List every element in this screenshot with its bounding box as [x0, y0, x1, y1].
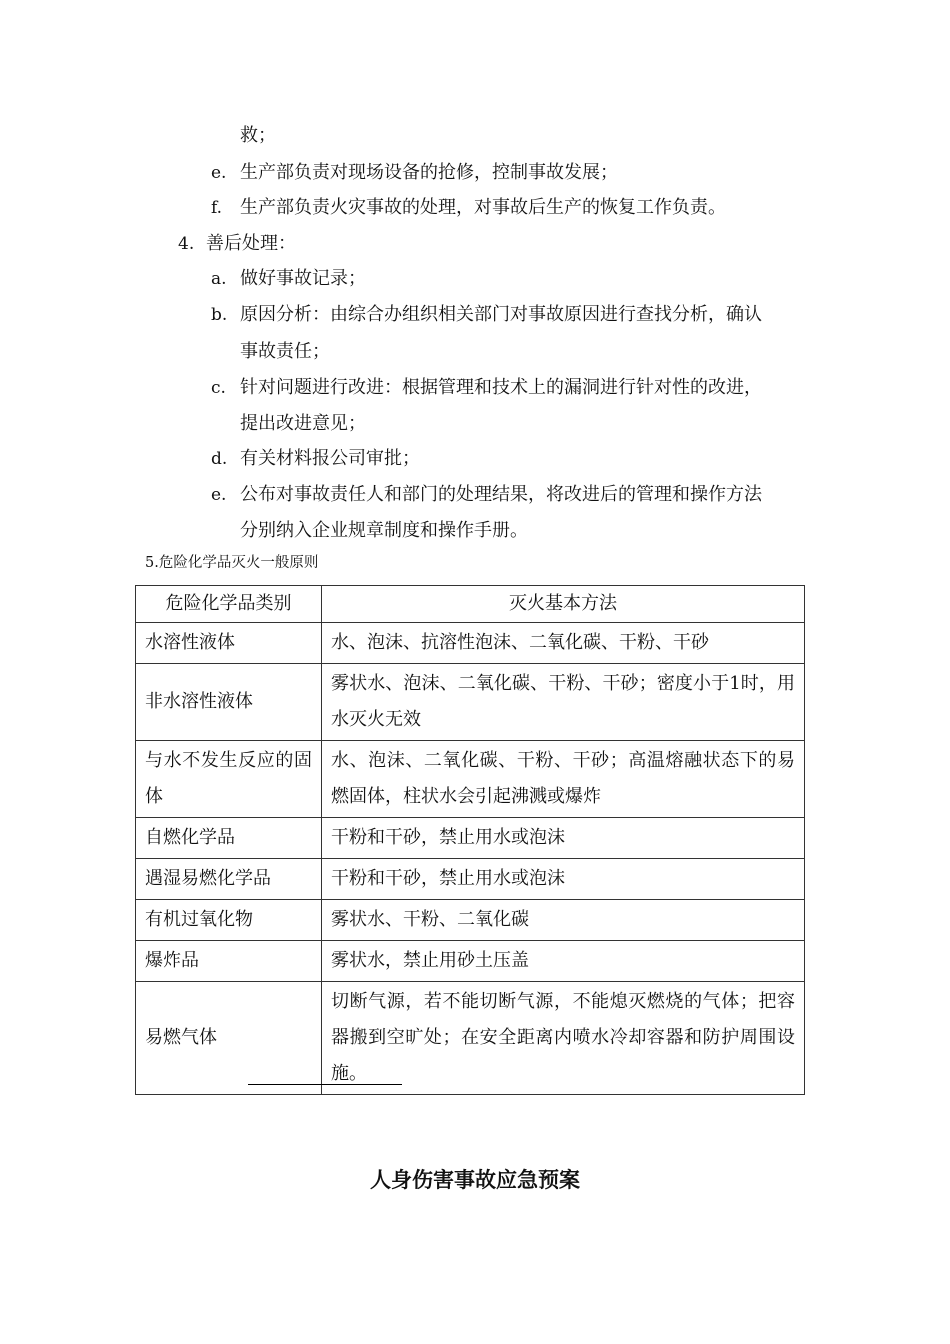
method-cell: 水、泡沫、抗溶性泡沫、二氧化碳、干粉、干砂: [322, 623, 805, 664]
category-cell: 与水不发生反应的固体: [136, 741, 322, 818]
list-marker: c.: [211, 378, 226, 398]
section-heading: 善后处理：: [206, 233, 296, 254]
category-cell: 遇湿易燃化学品: [136, 859, 322, 900]
category-cell: 易燃气体: [136, 982, 322, 1095]
separator-line: [248, 1084, 402, 1085]
list-item-text-continued: 分别纳入企业规章制度和操作手册。: [240, 520, 528, 541]
list-item-text-continued: 提出改进意见；: [240, 413, 366, 434]
continuation-text: 救；: [240, 125, 276, 146]
list-item-text: 生产部负责火灾事故的处理，对事故后生产的恢复工作负责。: [240, 197, 726, 218]
list-item-text-continued: 事故责任；: [240, 341, 330, 362]
table-header-row: [136, 586, 805, 623]
list-marker: e.: [211, 485, 227, 505]
method-cell: 水、泡沫、二氧化碳、干粉、干砂；高温熔融状态下的易燃固体，柱状水会引起沸溅或爆炸: [322, 741, 805, 818]
list-item-text: 生产部负责对现场设备的抢修，控制事故发展；: [240, 162, 618, 183]
method-cell: 雾状水、干粉、二氧化碳: [322, 900, 805, 941]
list-item-text: 原因分析：由综合办组织相关部门对事故原因进行查找分析，确认: [240, 304, 762, 325]
list-marker: e.: [211, 163, 227, 183]
table-row: [136, 941, 805, 982]
table-row: [136, 900, 805, 941]
method-cell: 雾状水，禁止用砂土压盖: [322, 941, 805, 982]
method-cell: 切断气源，若不能切断气源，不能熄灭燃烧的气体；把容器搬到空旷处；在安全距离内喷水冷却容器和防护周围设施。: [322, 982, 805, 1095]
column-header-method: 灭火基本方法: [322, 586, 805, 623]
list-marker: a.: [211, 269, 227, 289]
method-cell: 干粉和干砂，禁止用水或泡沫: [322, 859, 805, 900]
method-cell: 雾状水、泡沫、二氧化碳、干粉、干砂；密度小于1时，用水灭火无效: [322, 664, 805, 741]
table-row: [136, 623, 805, 664]
list-marker: d.: [211, 449, 228, 469]
section-title: 人身伤害事故应急预案: [370, 1167, 580, 1192]
table-caption: 5.危险化学品灭火一般原则: [145, 555, 319, 571]
method-cell: 干粉和干砂，禁止用水或泡沫: [322, 818, 805, 859]
list-item-text: 公布对事故责任人和部门的处理结果，将改进后的管理和操作方法: [240, 484, 762, 505]
list-marker: b.: [211, 305, 228, 325]
table-row: [136, 741, 805, 818]
column-header-category: 危险化学品类别: [136, 586, 322, 623]
table-row: [136, 664, 805, 741]
list-marker: f.: [211, 198, 223, 218]
section-number: 4.: [178, 234, 195, 254]
list-item-text: 做好事故记录；: [240, 268, 366, 289]
fire-fighting-principles-table: [135, 585, 805, 1095]
list-item-text: 针对问题进行改进：根据管理和技术上的漏洞进行针对性的改进，: [240, 377, 762, 398]
list-item-text: 有关材料报公司审批；: [240, 448, 420, 469]
category-cell: 自燃化学品: [136, 818, 322, 859]
category-cell: 爆炸品: [136, 941, 322, 982]
category-cell: 非水溶性液体: [136, 664, 322, 741]
table-row: [136, 818, 805, 859]
category-cell: 有机过氧化物: [136, 900, 322, 941]
table-row: [136, 982, 805, 1095]
category-cell: 水溶性液体: [136, 623, 322, 664]
table-row: [136, 859, 805, 900]
